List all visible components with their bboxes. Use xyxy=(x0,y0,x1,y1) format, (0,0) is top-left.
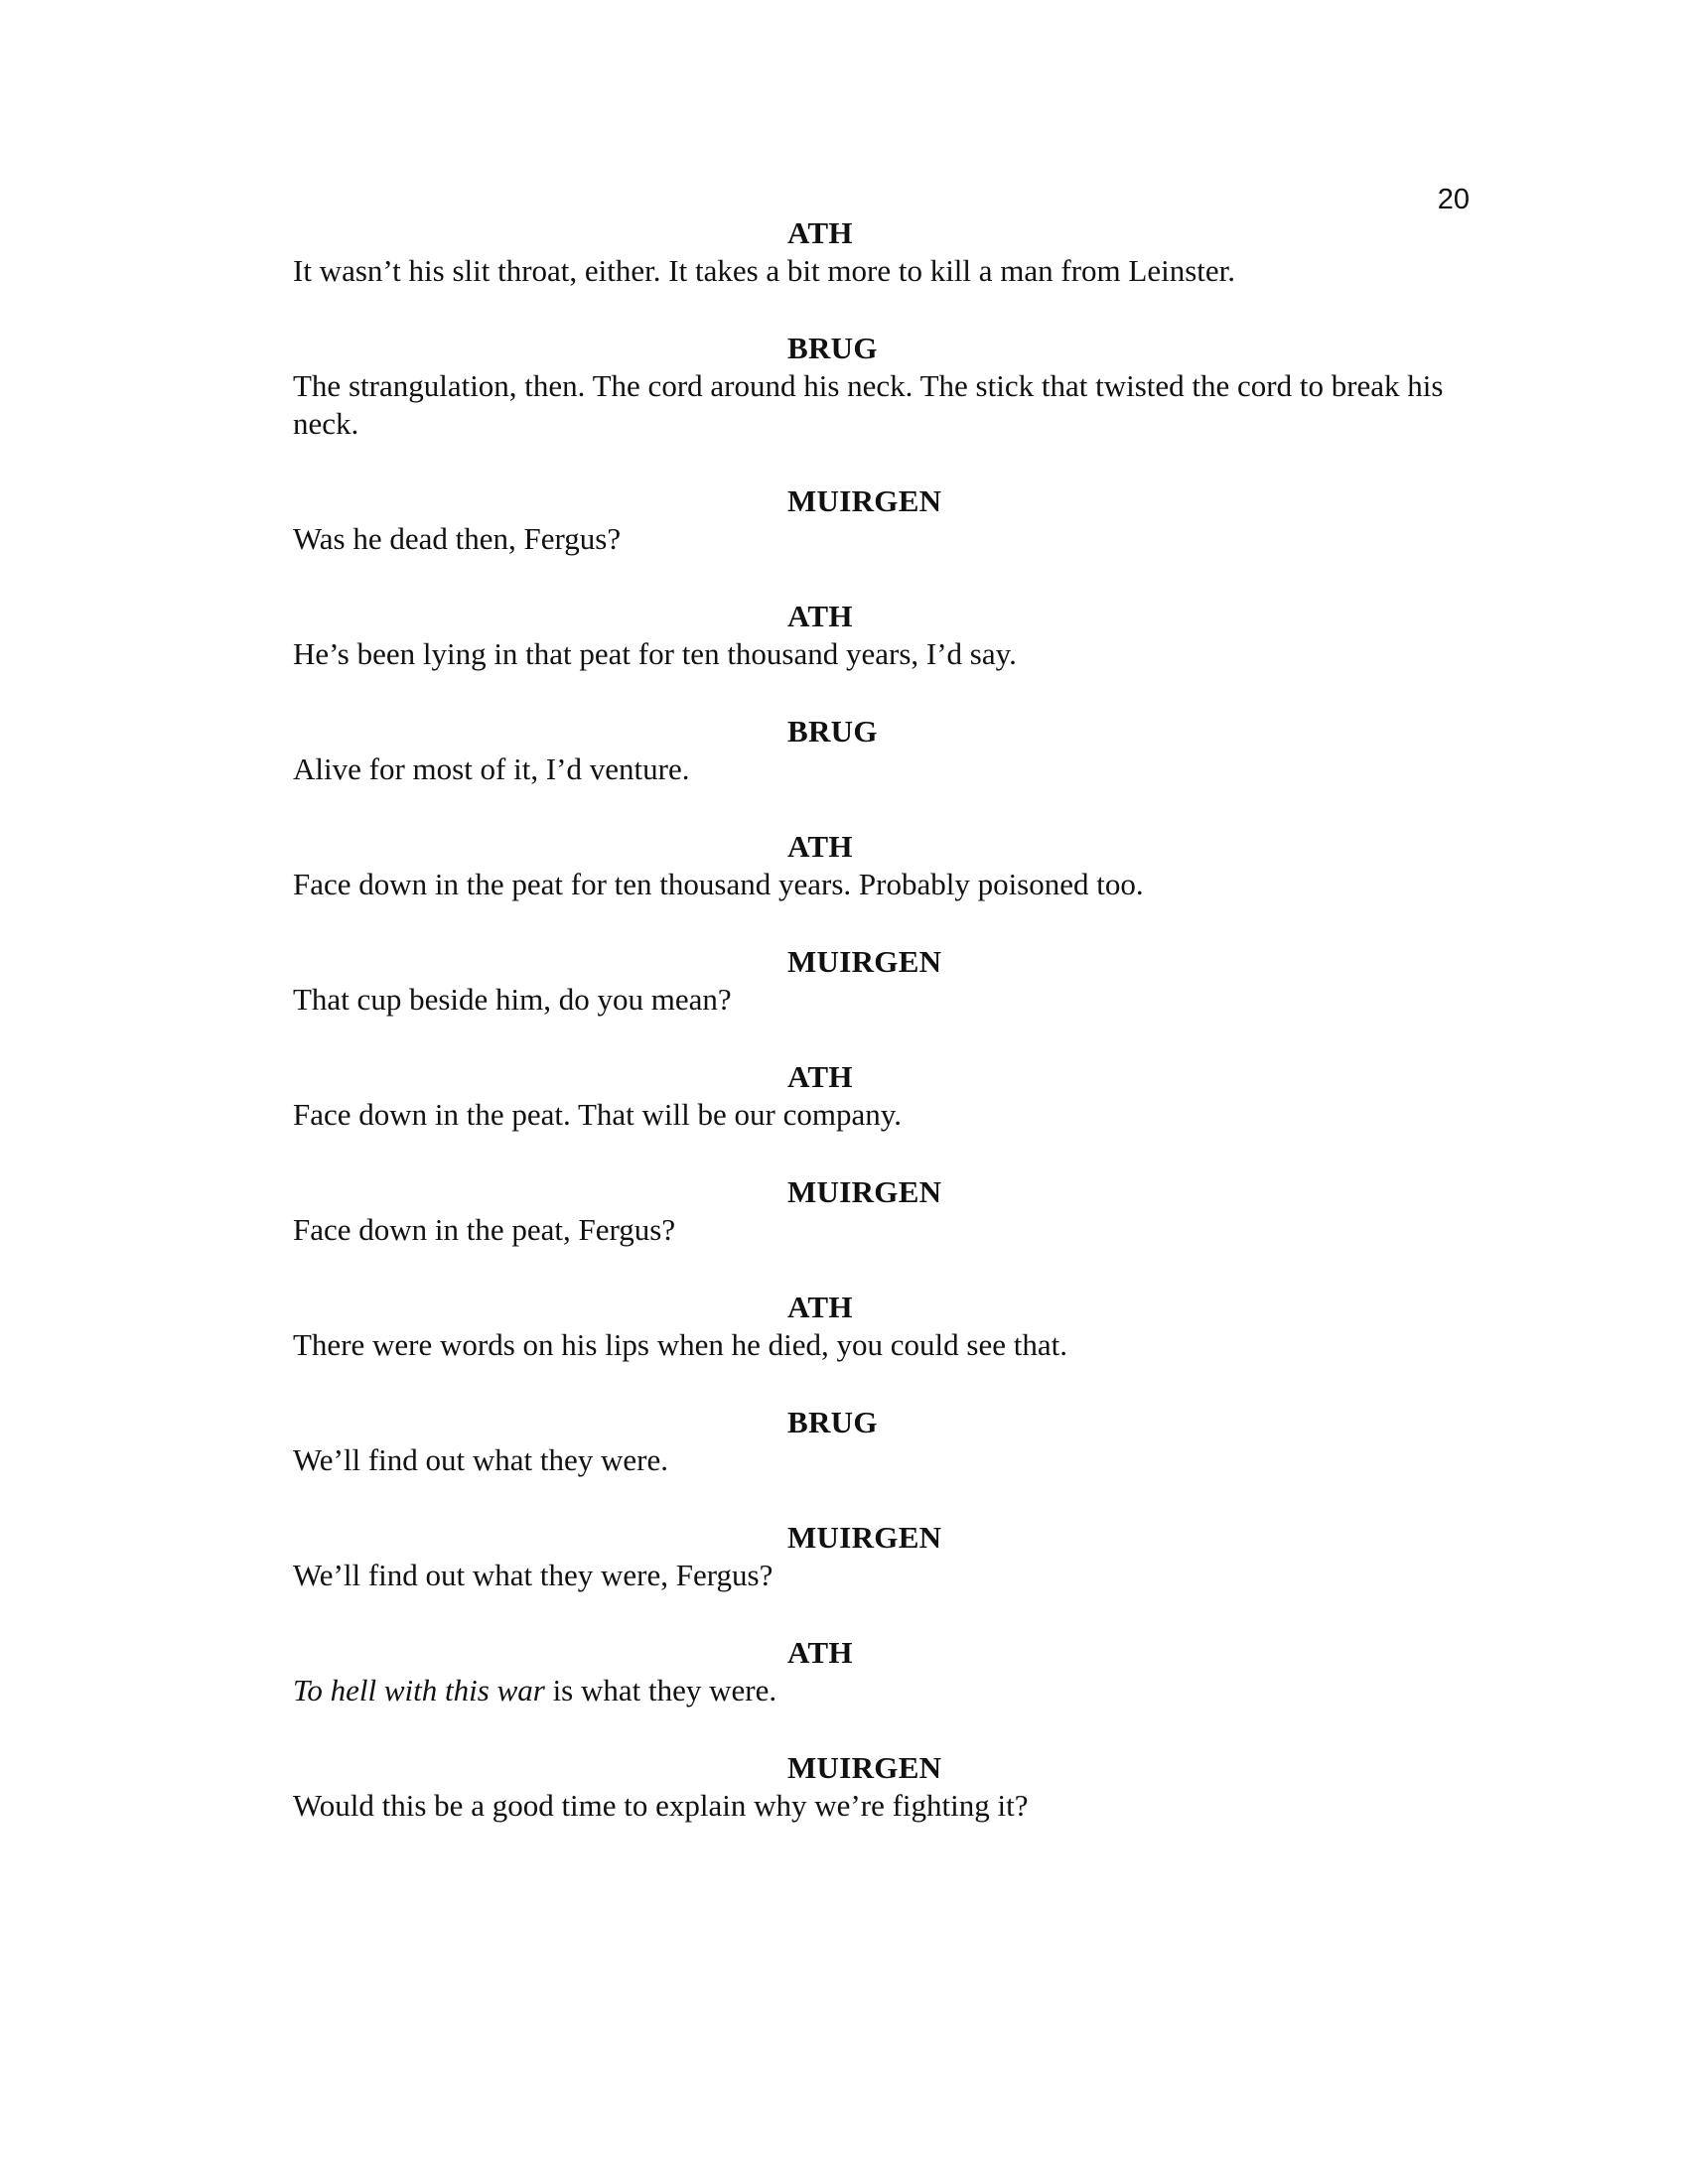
dialogue-line: The strangulation, then. The cord around his neck. The stick that twisted the cord to break his neck. xyxy=(293,368,1444,441)
dialogue-line: We’ll find out what they were. xyxy=(293,1442,668,1477)
dialogue-block xyxy=(293,1058,1484,1134)
dialogue-list xyxy=(293,214,1484,1864)
dialogue-line: Face down in the peat for ten thousand years. Probably poisoned too. xyxy=(293,867,1144,901)
dialogue-block xyxy=(293,330,1484,443)
speaker-name: MUIRGEN xyxy=(787,1174,942,1209)
speaker-name: MUIRGEN xyxy=(787,483,942,518)
speaker-name: MUIRGEN xyxy=(787,944,942,979)
dialogue-block xyxy=(293,828,1484,903)
dialogue-block xyxy=(293,214,1484,290)
speaker-name: MUIRGEN xyxy=(787,1520,942,1555)
speaker-name: MUIRGEN xyxy=(787,1750,942,1785)
dialogue-line xyxy=(293,1672,1484,1709)
speaker-name: ATH xyxy=(787,1059,853,1094)
dialogue-line: It wasn’t his slit throat, either. It takes a bit more to kill a man from Leinster. xyxy=(293,253,1236,288)
speaker-name: ATH xyxy=(787,829,853,864)
dialogue-line: Was he dead then, Fergus? xyxy=(293,521,622,556)
dialogue-block xyxy=(293,1519,1484,1594)
speaker-name: ATH xyxy=(787,599,853,633)
speaker-name: ATH xyxy=(787,215,853,250)
italic-phrase: To hell with this war xyxy=(293,1673,545,1707)
page-number: 20 xyxy=(1437,184,1470,215)
dialogue-line-rest: is what they were. xyxy=(544,1673,777,1707)
dialogue-line: Alive for most of it, I’d venture. xyxy=(293,751,690,786)
dialogue-block xyxy=(293,1749,1484,1825)
dialogue-line: There were words on his lips when he died, you could see that. xyxy=(293,1327,1067,1362)
speaker-name: ATH xyxy=(787,1290,853,1324)
dialogue-line: Face down in the peat, Fergus? xyxy=(293,1212,676,1247)
dialogue-block xyxy=(293,1634,1484,1709)
dialogue-line: We’ll find out what they were, Fergus? xyxy=(293,1558,774,1592)
speaker-name: BRUG xyxy=(787,714,878,749)
dialogue-block xyxy=(293,713,1484,788)
dialogue-line: Face down in the peat. That will be our company. xyxy=(293,1097,902,1132)
dialogue-block xyxy=(293,1173,1484,1249)
dialogue-block xyxy=(293,1404,1484,1479)
dialogue-block xyxy=(293,598,1484,673)
dialogue-block xyxy=(293,482,1484,558)
dialogue-block xyxy=(293,943,1484,1019)
dialogue-block xyxy=(293,1289,1484,1364)
speaker-name: ATH xyxy=(787,1635,853,1670)
speaker-name: BRUG xyxy=(787,1405,878,1439)
dialogue-line: That cup beside him, do you mean? xyxy=(293,982,732,1017)
speaker-name: BRUG xyxy=(787,331,878,365)
dialogue-line: He’s been lying in that peat for ten thousand years, I’d say. xyxy=(293,636,1017,671)
dialogue-line: Would this be a good time to explain why we’re fighting it? xyxy=(293,1788,1029,1823)
